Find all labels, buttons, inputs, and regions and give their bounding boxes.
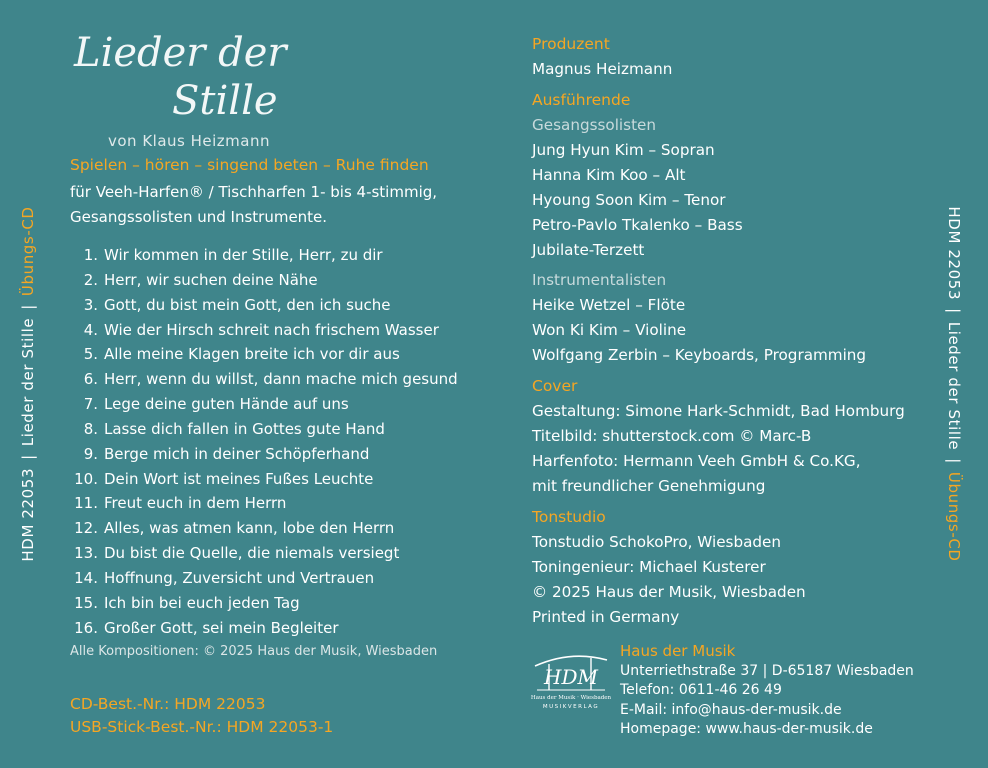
track-title: Herr, wir suchen deine Nähe — [104, 270, 318, 289]
album-title-line2: Stille — [172, 78, 278, 124]
track-number: 13. — [74, 544, 98, 563]
track-title: Alle meine Klagen breite ich vor dir aus — [104, 345, 400, 364]
track-item — [70, 342, 458, 367]
publisher-logo — [531, 646, 611, 712]
track-item — [70, 318, 458, 343]
soloists-heading: Gesangssolisten — [532, 116, 656, 134]
studio-heading: Tonstudio — [532, 508, 606, 526]
usb-order-number: USB-Stick-Best.-Nr.: HDM 22053-1 — [70, 718, 334, 736]
track-number: 15. — [74, 593, 98, 612]
track-item — [70, 293, 458, 318]
compositions-credit: Alle Kompositionen: © 2025 Haus der Musik, Wiesbaden — [70, 644, 438, 659]
album-description — [70, 180, 490, 230]
track-title: Großer Gott, sei mein Begleiter — [104, 618, 339, 637]
track-item — [70, 243, 458, 268]
album-title-line1: Lieder der — [74, 30, 287, 76]
track-item — [70, 392, 458, 417]
album-tagline: Spielen – hören – singend beten – Ruhe finden — [70, 156, 429, 174]
spine-separator: | — [945, 308, 963, 314]
album-subtitle: von Klaus Heizmann — [108, 132, 270, 150]
performers-section — [532, 88, 743, 263]
track-number: 3. — [83, 295, 98, 314]
spine-code: HDM 22053 — [945, 206, 963, 301]
track-title: Hoffnung, Zuversicht und Vertrauen — [104, 568, 375, 587]
soloist-item: Jung Hyun Kim – Sopran — [532, 141, 715, 159]
publisher-homepage: Homepage: www.haus-der-musik.de — [620, 721, 873, 737]
track-number: 2. — [83, 270, 98, 289]
cover-credit: Titelbild: shutterstock.com © Marc-B — [532, 427, 812, 445]
logo-letters: HDM — [544, 665, 598, 689]
track-item — [70, 367, 458, 392]
performers-heading: Ausführende — [532, 91, 631, 109]
track-item — [70, 516, 458, 541]
instrumentalists-section — [532, 268, 866, 368]
spine-type: Übungs-CD — [945, 471, 963, 562]
track-title: Herr, wenn du willst, dann mache mich gesund — [104, 370, 458, 389]
spine-title: Lieder der Stille — [945, 321, 963, 451]
spine-separator: | — [19, 454, 37, 460]
publisher-phone: Telefon: 0611-46 26 49 — [620, 682, 782, 698]
publisher-contact — [620, 642, 914, 740]
track-number: 12. — [74, 519, 98, 538]
track-title: Du bist die Quelle, die niemals versiegt — [104, 544, 400, 563]
soloist-item: Jubilate-Terzett — [532, 241, 645, 259]
track-number: 4. — [83, 320, 98, 339]
track-number: 1. — [83, 246, 98, 264]
track-number: 16. — [74, 618, 98, 637]
track-item — [70, 541, 458, 566]
publisher-email: E-Mail: info@haus-der-musik.de — [620, 701, 842, 718]
cover-section — [532, 374, 905, 499]
studio-credit: Printed in Germany — [532, 608, 680, 626]
track-item — [70, 417, 458, 442]
tracklist — [70, 243, 458, 641]
logo-tagline: MUSIKVERLAG — [542, 704, 600, 710]
track-number: 14. — [74, 568, 98, 587]
spine-title: Lieder der Stille — [19, 317, 37, 447]
track-title: Wie der Hirsch schreit nach frischem Wasser — [104, 320, 439, 339]
studio-credit: © 2025 Haus der Musik, Wiesbaden — [532, 583, 806, 601]
soloist-item: Petro-Pavlo Tkalenko – Bass — [532, 216, 743, 234]
instrumentalist-item: Heike Wetzel – Flöte — [532, 296, 686, 314]
track-title: Freut euch in dem Herrn — [104, 494, 287, 513]
spine-right — [945, 206, 963, 561]
cover-credit: Gestaltung: Simone Hark-Schmidt, Bad Homburg — [532, 402, 905, 420]
producer-section — [532, 32, 672, 82]
producer-name: Magnus Heizmann — [532, 60, 673, 78]
track-number: 10. — [74, 469, 98, 488]
instrumentalist-item: Won Ki Kim – Violine — [532, 321, 687, 339]
spine-code: HDM 22053 — [19, 467, 37, 562]
track-item — [70, 268, 458, 293]
track-title: Alles, was atmen kann, lobe den Herrn — [104, 519, 395, 538]
soloist-item: Hyoung Soon Kim – Tenor — [532, 191, 726, 209]
track-number: 9. — [83, 444, 98, 463]
track-title: Lege deine guten Hände auf uns — [104, 395, 349, 414]
track-item — [70, 491, 458, 516]
cover-credit: mit freundlicher Genehmigung — [532, 477, 766, 495]
description-line: für Veeh-Harfen® / Tischharfen 1- bis 4-stimmig, — [70, 183, 438, 201]
spine-type: Übungs-CD — [19, 206, 37, 297]
spine-separator: | — [19, 304, 37, 310]
track-title: Wir kommen in der Stille, Herr, zu dir — [104, 246, 383, 264]
logo-line: Haus der Musik · Wiesbaden — [531, 695, 611, 701]
track-number: 11. — [74, 494, 98, 513]
track-item — [70, 591, 458, 616]
studio-credit: Toningenieur: Michael Kusterer — [532, 558, 766, 576]
instrumentalists-heading: Instrumentalisten — [532, 271, 667, 289]
track-number: 8. — [83, 419, 98, 438]
track-title: Berge mich in deiner Schöpferhand — [104, 444, 370, 463]
album-title — [68, 30, 308, 140]
studio-credit: Tonstudio SchokoPro, Wiesbaden — [532, 533, 782, 551]
track-item — [70, 442, 458, 467]
spine-left — [19, 206, 37, 561]
studio-section — [532, 505, 806, 630]
track-item — [70, 467, 458, 492]
track-number: 7. — [83, 395, 98, 414]
order-numbers — [70, 693, 333, 739]
instrumentalist-item: Wolfgang Zerbin – Keyboards, Programming — [532, 346, 867, 364]
track-title: Lasse dich fallen in Gottes gute Hand — [104, 419, 385, 438]
publisher-name: Haus der Musik — [620, 642, 736, 660]
cd-order-number: CD-Best.-Nr.: HDM 22053 — [70, 695, 266, 713]
spine-separator: | — [945, 458, 963, 464]
cover-credit: Harfenfoto: Hermann Veeh GmbH & Co.KG, — [532, 452, 861, 470]
track-item — [70, 616, 458, 641]
description-line: Gesangssolisten und Instrumente. — [70, 208, 328, 226]
cover-heading: Cover — [532, 377, 578, 395]
producer-heading: Produzent — [532, 35, 610, 53]
track-title: Ich bin bei euch jeden Tag — [104, 593, 300, 612]
track-item — [70, 566, 458, 591]
track-number: 5. — [83, 345, 98, 364]
publisher-address: Unterriethstraße 37 | D-65187 Wiesbaden — [620, 662, 914, 679]
track-title: Gott, du bist mein Gott, den ich suche — [104, 295, 391, 314]
track-number: 6. — [83, 370, 98, 389]
track-title: Dein Wort ist meines Fußes Leuchte — [104, 469, 374, 488]
soloist-item: Hanna Kim Koo – Alt — [532, 166, 686, 184]
